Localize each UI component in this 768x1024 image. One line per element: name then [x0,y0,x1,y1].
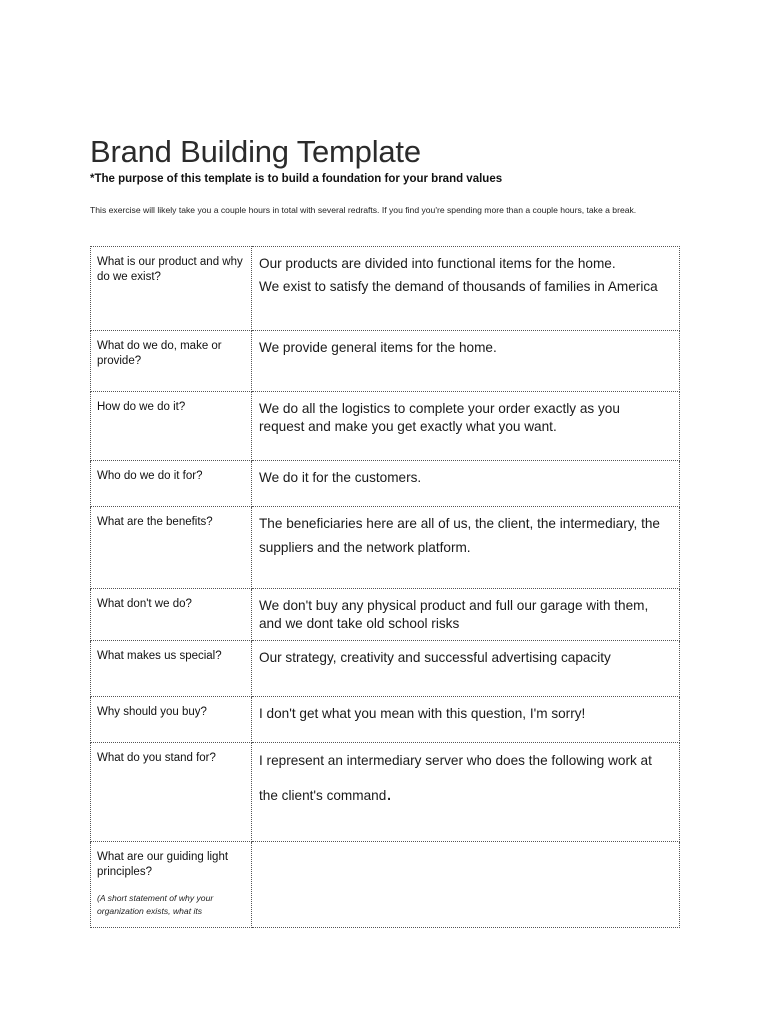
question-cell: What do you stand for? [91,743,252,842]
answer-cell[interactable] [252,507,680,589]
question-cell: What do we do, make or provide? [91,331,252,392]
table-row [91,842,680,928]
question-cell: What are the benefits? [91,507,252,589]
answer-body: I represent an intermediary server who does the following work at the client's command [259,753,652,803]
question-cell: What don't we do? [91,589,252,641]
table-row [91,392,680,461]
brand-questions-table [90,246,680,928]
answer-text: Our strategy, creativity and successful advertising capacity [259,650,611,665]
answer-cell[interactable] [252,697,680,743]
intro-paragraph: This exercise will likely take you a couple hours in total with several redrafts. If you find you're spending more than a couple hours, take a break. [90,205,637,215]
question-cell: What makes us special? [91,641,252,697]
question-cell: How do we do it? [91,392,252,461]
question-cell: What is our product and why do we exist? [91,247,252,331]
question-cell [91,842,252,928]
answer-text: We do it for the customers. [259,470,422,485]
document-title: Brand Building Template [90,134,421,169]
answer-cell[interactable] [252,589,680,641]
table-row [91,589,680,641]
answer-cell[interactable] [252,842,680,928]
answer-text: I don't get what you mean with this question, I'm sorry! [259,706,586,721]
answer-text: We exist to satisfy the demand of thousands of families in America [259,279,658,294]
document-subtitle: *The purpose of this template is to build a foundation for your brand values [90,173,503,185]
question-cell: Who do we do it for? [91,461,252,507]
table-row [91,507,680,589]
answer-text: Our products are divided into functional items for the home. [259,256,616,271]
answer-cell[interactable] [252,641,680,697]
table-row [91,461,680,507]
table-row [91,641,680,697]
answer-cell[interactable] [252,743,680,842]
answer-text [259,743,669,813]
answer-text: We provide general items for the home. [259,340,497,355]
answer-text: The beneficiaries here are all of us, the client, the intermediary, the suppliers and the network platform. [259,516,660,555]
question-text: What are our guiding light principles? [97,851,229,878]
answer-cell[interactable] [252,392,680,461]
answer-text: We don't buy any physical product and full our garage with them, and we dont take old school risks [259,598,649,631]
answer-cell[interactable] [252,331,680,392]
answer-cell[interactable] [252,247,680,331]
table-row [91,247,680,331]
answer-cell[interactable] [252,461,680,507]
table-row [91,331,680,392]
table-row [91,743,680,842]
answer-period: . [386,783,392,805]
table-row [91,697,680,743]
question-cell: Why should you buy? [91,697,252,743]
question-note: (A short statement of why your organization exists, what its [97,893,214,916]
answer-text: We do all the logistics to complete your order exactly as you request and make you get exactly what you want. [259,401,620,434]
